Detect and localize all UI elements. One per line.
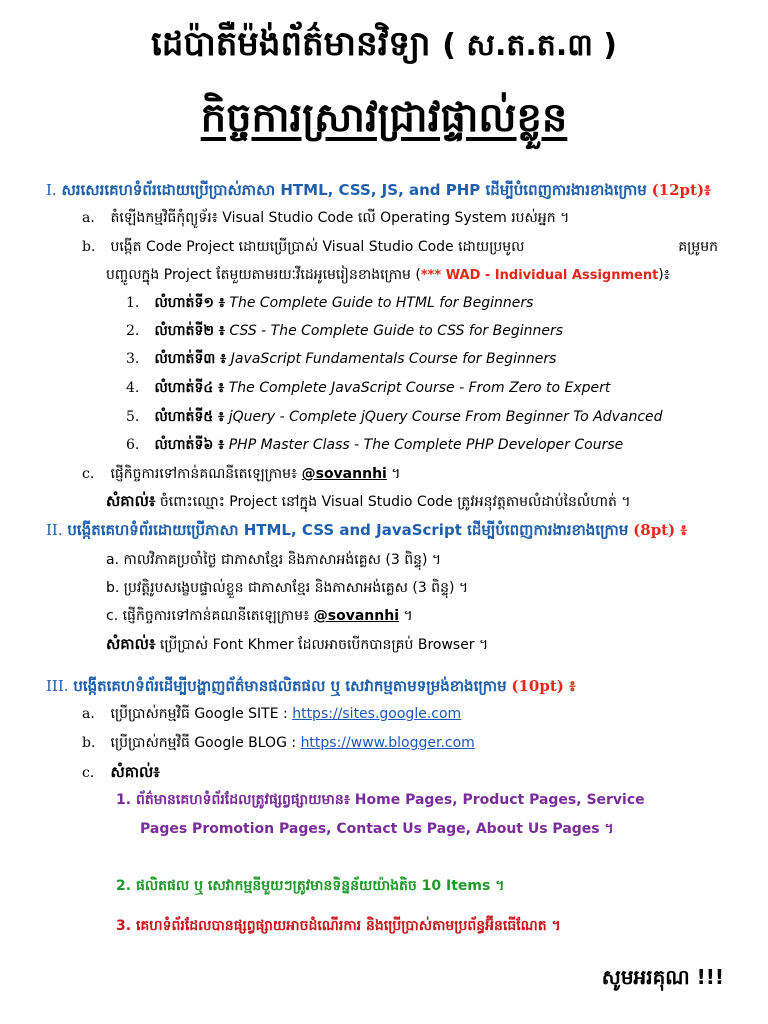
section-3-note-3: 3. គេហទំព័រដែលបានផ្សព្វផ្សាយអាចដំណើរការ និងប្រើប្រាស់តាមប្រព័ន្ធអ៊ីនធើណែត ។ — [116, 918, 561, 934]
section-3-note-1-cont: Pages Promotion Pages, Contact Us Page, About Us Pages ។ — [140, 821, 614, 837]
section-2-item-c: c. ផ្ញើកិច្ចការទៅកាន់គណនីតេឡេក្រាម៖ @sovannhi ។ — [106, 608, 413, 624]
section-3-item-c: c. សំគាល់៖ — [82, 763, 160, 781]
lesson-4: 4. លំហាត់ទី៤ ៖ The Complete JavaScript Course - From Zero to Expert — [126, 380, 611, 396]
section-1-note: សំគាល់៖ ចំពោះឈ្មោះ Project នៅក្នុង Visual Studio Code ត្រូវអនុវត្តតាមលំដាប់នៃលំហាត់ ។ — [106, 492, 631, 510]
page-title: កិច្ចការស្រាវជ្រាវផ្ទាល់ខ្លួន — [200, 95, 568, 141]
blogger-link[interactable]: https://www.blogger.com — [300, 735, 475, 751]
lesson-5: 5. លំហាត់ទី៥ ៖ jQuery - Complete jQuery Course From Beginner To Advanced — [126, 409, 663, 425]
section-2-item-b: b. ប្រវត្តិរូបសង្ខេបផ្ទាល់ខ្លួន ជាភាសាខ្មែរ និងភាសាអង់គ្លេស (3 ពិន្ទុ) ។ — [106, 580, 469, 596]
section-3-note-2: 2. ផលិតផល ឬ សេវាកម្មនីមួយៗត្រូវមានទិន្នន័យយ៉ាងតិច 10 Items ។ — [116, 878, 505, 894]
section-2-heading: II. បង្កើតគេហទំព័រដោយប្រើភាសា HTML, CSS and JavaScript ដើម្បីបំពេញការងារខាងក្រោម (8pt) ៖ — [46, 521, 688, 539]
section-1-item-b-cont: បញ្ចូលក្នុង Project តែមួយតាមរយៈវីដេអូមេរៀនខាងក្រោម (*** WAD - Individual Assignment)៖ — [106, 267, 670, 283]
google-sites-link[interactable]: https://sites.google.com — [292, 706, 462, 722]
department-code: ( ស.ត.ត.៣ ) — [442, 28, 618, 63]
section-1-item-b-right: គម្រូមក — [678, 239, 718, 255]
lesson-6: 6. លំហាត់ទី៦ ៖ PHP Master Class - The Complete PHP Developer Course — [126, 437, 624, 453]
section-1-item-a: a. តំឡើងកម្មវិធីកុំព្យូទ័រ៖ Visual Studio Code លើ Operating System របស់អ្នក ។ — [82, 210, 570, 226]
lesson-1: 1. លំហាត់ទី១ ៖ The Complete Guide to HTML for Beginners — [126, 295, 534, 311]
section-1-item-b: b. បង្កើត Code Project ដោយប្រើប្រាស់ Visual Studio Code ដោយប្រមូល — [82, 239, 525, 255]
section-2-note: សំគាល់៖ ប្រើប្រាស់ Font Khmer ដែលអាចបើកបានគ្រប់ Browser ។ — [106, 635, 489, 653]
department-name: ដេប៉ាតឺម៉ង់ព័ត៌មានវិទ្យា — [150, 24, 431, 64]
telegram-handle-link[interactable]: @sovannhi — [313, 608, 399, 624]
section-3-item-a: a. ប្រើប្រាស់កម្មវិធី Google SITE : https://sites.google.com — [82, 706, 462, 722]
section-1-heading: I. សរសេរគេហទំព័រដោយប្រើប្រាស់ភាសា HTML, CSS, JS, and PHP ដើម្បីបំពេញការងារខាងក្រោម (12pt)៖ — [46, 181, 711, 199]
section-2-item-a: a. កាលវិភាគប្រចាំថ្ងៃ ជាភាសាខ្មែរ និងភាសាអង់គ្លេស (3 ពិន្ទុ) ។ — [106, 552, 442, 568]
section-3-item-b: b. ប្រើប្រាស់កម្មវិធី Google BLOG : https://www.blogger.com — [82, 735, 475, 751]
telegram-handle-link[interactable]: @sovannhi — [301, 466, 387, 482]
lesson-2: 2. លំហាត់ទី២ ៖ CSS - The Complete Guide to CSS for Beginners — [126, 323, 564, 339]
department-title — [0, 22, 768, 72]
section-3-note-1: 1. ព័ត៌មានគេហទំព័រដែលត្រូវផ្សព្វផ្សាយមាន៖ Home Pages, Product Pages, Service — [116, 792, 645, 808]
thank-you-text: សូមអរគុណ !!! — [601, 965, 724, 989]
section-3-heading: III. បង្កើតគេហទំព័រដើម្បីបង្ហាញព័ត៌មានផលិតផល ឬ សេវាកម្មតាមទម្រង់ខាងក្រោម (10pt) ៖ — [46, 677, 576, 695]
lesson-3: 3. លំហាត់ទី៣ ៖ JavaScript Fundamentals Course for Beginners — [126, 351, 557, 367]
section-1-item-c: c. ផ្ញើកិច្ចការទៅកាន់គណនីតេឡេក្រាម៖ @sovannhi ។ — [82, 466, 401, 482]
